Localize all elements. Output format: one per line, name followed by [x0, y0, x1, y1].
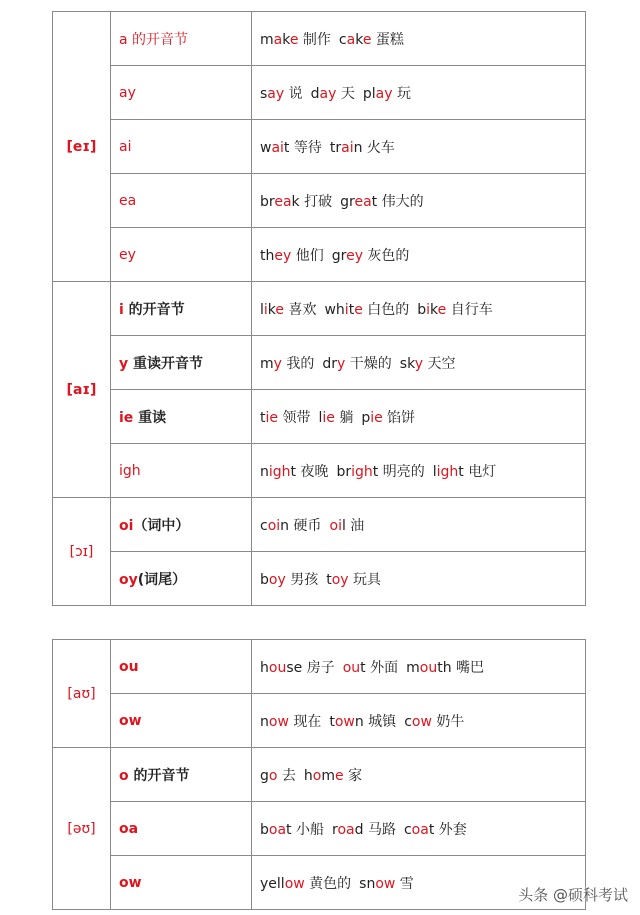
example-word: [260, 356, 314, 372]
example-word: [260, 248, 324, 264]
word-fragment: n: [354, 713, 364, 730]
word-fragment: igh: [436, 463, 459, 480]
spelling-fragment: 重读: [133, 409, 167, 426]
word-fragment: oa: [337, 821, 355, 838]
word-fragment: k: [291, 193, 300, 210]
word-fragment: 天空: [423, 355, 456, 372]
word-fragment: t: [260, 409, 266, 426]
word-fragment: e: [275, 301, 285, 318]
word-fragment: 他们: [291, 247, 324, 264]
word-fragment: e: [362, 31, 372, 48]
word-fragment: w: [260, 139, 272, 156]
word-fragment: pl: [362, 85, 376, 102]
example-word: [329, 714, 396, 730]
word-fragment: ow: [284, 875, 305, 892]
example-words: [252, 12, 586, 66]
example-word: [260, 876, 351, 892]
example-word: [433, 464, 497, 480]
word-fragment: k: [282, 31, 290, 48]
example-word: [260, 302, 316, 318]
word-fragment: k: [267, 301, 276, 318]
spelling-pattern: ay: [111, 66, 252, 120]
phonetic-symbol: [ɔɪ]: [53, 498, 111, 606]
word-fragment: 家: [343, 767, 363, 784]
word-fragment: 等待: [289, 139, 322, 156]
example-word: [340, 194, 424, 210]
spelling-pattern: ey: [111, 228, 252, 282]
word-fragment: th: [260, 247, 275, 264]
example-words: [252, 174, 586, 228]
word-fragment: b: [260, 571, 269, 588]
table-row: [53, 552, 586, 606]
word-fragment: t: [290, 463, 297, 480]
example-word: [359, 876, 414, 892]
word-fragment: 我的: [281, 355, 315, 372]
word-fragment: t: [329, 713, 335, 730]
example-word: [339, 32, 404, 48]
word-fragment: m: [406, 659, 420, 676]
word-fragment: i: [344, 301, 349, 318]
word-fragment: tr: [329, 139, 342, 156]
word-fragment: 火车: [362, 139, 395, 156]
example-word: [260, 86, 303, 102]
table-row: [53, 856, 586, 910]
example-word: [361, 410, 415, 426]
example-word: [318, 410, 353, 426]
word-fragment: a: [346, 31, 356, 48]
word-fragment: 去: [277, 767, 296, 784]
word-fragment: e: [289, 31, 299, 48]
word-fragment: p: [361, 409, 371, 426]
word-fragment: l: [318, 409, 323, 426]
word-fragment: ai: [341, 139, 354, 156]
spelling-pattern: [111, 282, 252, 336]
word-fragment: ie: [370, 409, 383, 426]
word-fragment: dr: [322, 355, 338, 372]
spelling-pattern: [111, 390, 252, 444]
word-fragment: ou: [268, 659, 287, 676]
word-fragment: y: [337, 355, 346, 372]
spelling-fragment: ie: [119, 409, 134, 426]
phonetic-symbol: [aʊ]: [53, 640, 111, 748]
word-fragment: 制作: [298, 31, 331, 48]
example-word: [404, 714, 464, 730]
table-row: [53, 228, 586, 282]
spelling-pattern: [111, 552, 252, 606]
word-fragment: m: [260, 355, 274, 372]
example-words: [252, 120, 586, 174]
word-fragment: t: [372, 463, 379, 480]
example-words: [252, 694, 586, 748]
word-fragment: oi: [267, 517, 281, 534]
word-fragment: 蛋糕: [371, 31, 404, 48]
spelling-pattern: ai: [111, 120, 252, 174]
table-row: [53, 174, 586, 228]
word-fragment: 玩: [392, 85, 411, 102]
word-fragment: t: [360, 659, 366, 676]
word-fragment: yell: [260, 875, 285, 892]
example-word: [260, 140, 322, 156]
word-fragment: t: [458, 463, 464, 480]
example-word: [326, 572, 381, 588]
word-fragment: g: [260, 767, 269, 784]
word-fragment: b: [260, 821, 269, 838]
word-fragment: se: [286, 659, 303, 676]
example-word: [330, 518, 365, 534]
word-fragment: ou: [342, 659, 361, 676]
word-fragment: ay: [267, 85, 285, 102]
example-word: [322, 356, 391, 372]
spelling-pattern: a 的开音节: [111, 12, 252, 66]
example-word: [404, 822, 467, 838]
table-row: [53, 802, 586, 856]
word-fragment: 玩具: [348, 571, 382, 588]
table-row: [53, 12, 586, 66]
word-fragment: 嘴巴: [451, 659, 485, 676]
spelling-pattern: ow: [111, 694, 252, 748]
spelling-pattern: [111, 748, 252, 802]
example-word: [260, 660, 335, 676]
example-words: [252, 282, 586, 336]
word-fragment: ow: [268, 713, 289, 730]
word-fragment: ea: [274, 193, 292, 210]
spelling-fragment: o: [119, 767, 129, 784]
word-fragment: t: [326, 571, 332, 588]
word-fragment: oi: [329, 517, 342, 534]
word-fragment: 电灯: [463, 463, 497, 480]
word-fragment: 领带: [278, 409, 311, 426]
word-fragment: i: [263, 301, 268, 318]
example-word: [260, 768, 296, 784]
word-fragment: h: [260, 659, 269, 676]
phonetic-symbol: [eɪ]: [53, 12, 111, 282]
table-row: [53, 444, 586, 498]
spelling-fragment: y: [119, 355, 129, 372]
table-row: [53, 748, 586, 802]
word-fragment: oa: [268, 821, 287, 838]
spelling-pattern: oa: [111, 802, 252, 856]
word-fragment: r: [332, 821, 338, 838]
spelling-pattern: ou: [111, 640, 252, 694]
word-fragment: 硬币: [289, 517, 322, 534]
example-word: [260, 572, 318, 588]
example-word: [332, 248, 410, 264]
example-word: [417, 302, 492, 318]
example-words: [252, 66, 586, 120]
word-fragment: ai: [271, 139, 284, 156]
word-fragment: gr: [340, 193, 355, 210]
table-row: [53, 66, 586, 120]
word-fragment: ie: [265, 409, 279, 426]
word-fragment: 馅饼: [382, 409, 416, 426]
word-fragment: n: [353, 139, 363, 156]
word-fragment: c: [260, 517, 268, 534]
word-fragment: t: [428, 821, 435, 838]
word-fragment: ay: [319, 85, 337, 102]
word-fragment: ie: [322, 409, 335, 426]
word-fragment: 伟大的: [377, 193, 424, 210]
word-fragment: l: [341, 517, 346, 534]
example-word: [311, 86, 355, 102]
word-fragment: o: [312, 767, 322, 784]
spelling-pattern: ow: [111, 856, 252, 910]
example-word: [400, 356, 456, 372]
word-fragment: d: [354, 821, 364, 838]
word-fragment: oy: [268, 571, 286, 588]
word-fragment: e: [354, 301, 363, 318]
word-fragment: ow: [411, 713, 432, 730]
word-fragment: 房子: [302, 659, 335, 676]
word-fragment: m: [260, 31, 274, 48]
word-fragment: 天: [336, 85, 355, 102]
word-fragment: 黄色的: [304, 875, 352, 892]
spelling-fragment: 的开音节: [128, 767, 190, 784]
word-fragment: e: [437, 301, 447, 318]
word-fragment: th: [437, 659, 452, 676]
spelling-fragment: （词中）: [133, 517, 190, 534]
spelling-pattern: [111, 336, 252, 390]
example-word: [336, 464, 424, 480]
word-fragment: ey: [346, 247, 363, 264]
word-fragment: 油: [345, 517, 365, 534]
word-fragment: y: [273, 355, 282, 372]
word-fragment: n: [280, 517, 290, 534]
word-fragment: 打破: [299, 193, 333, 210]
example-words: [252, 552, 586, 606]
word-fragment: y: [414, 355, 423, 372]
word-fragment: t: [283, 139, 290, 156]
word-fragment: ey: [274, 247, 292, 264]
word-fragment: oa: [411, 821, 429, 838]
phonetic-symbol: [aɪ]: [53, 282, 111, 498]
word-fragment: 说: [284, 85, 303, 102]
example-word: [260, 822, 324, 838]
spelling-fragment: oi: [119, 517, 134, 534]
word-fragment: t: [286, 821, 292, 838]
table-row: [53, 694, 586, 748]
word-fragment: br: [336, 463, 352, 480]
word-fragment: 城镇: [363, 713, 397, 730]
word-fragment: 现在: [288, 713, 322, 730]
word-fragment: k: [355, 31, 363, 48]
word-fragment: 灰色的: [362, 247, 410, 264]
example-word: [260, 410, 310, 426]
word-fragment: 干燥的: [345, 355, 392, 372]
word-fragment: l: [260, 301, 264, 318]
word-fragment: 明亮的: [378, 463, 425, 480]
example-words: [252, 228, 586, 282]
example-word: [260, 714, 321, 730]
table-row: [53, 120, 586, 174]
word-fragment: 白色的: [362, 301, 410, 318]
word-fragment: 小船: [291, 821, 324, 838]
word-fragment: c: [404, 713, 412, 730]
example-words: [252, 640, 586, 694]
word-fragment: 男孩: [285, 571, 319, 588]
spelling-pattern: ea: [111, 174, 252, 228]
word-fragment: e: [335, 767, 344, 784]
example-words: [252, 498, 586, 552]
word-fragment: 外套: [434, 821, 467, 838]
word-fragment: ea: [354, 193, 372, 210]
word-fragment: a: [273, 31, 283, 48]
table-row: [53, 640, 586, 694]
word-fragment: igh: [351, 463, 373, 480]
word-fragment: h: [303, 767, 313, 784]
phonics-table-2: [52, 639, 586, 910]
word-fragment: sn: [359, 875, 376, 892]
example-word: [363, 86, 411, 102]
word-fragment: ay: [375, 85, 393, 102]
word-fragment: 外面: [365, 659, 399, 676]
word-fragment: m: [321, 767, 336, 784]
example-word: [324, 302, 409, 318]
word-fragment: c: [338, 31, 347, 48]
example-word: [330, 140, 395, 156]
word-fragment: 雪: [395, 875, 414, 892]
table-row: [53, 498, 586, 552]
word-fragment: k: [430, 301, 438, 318]
word-fragment: d: [310, 85, 320, 102]
table-row: [53, 282, 586, 336]
example-word: [260, 464, 328, 480]
table-row: [53, 390, 586, 444]
spelling-pattern: [111, 498, 252, 552]
spelling-fragment: oy: [119, 571, 138, 588]
example-words: [252, 336, 586, 390]
spelling-fragment: i: [119, 301, 124, 318]
example-word: [343, 660, 398, 676]
word-fragment: t: [348, 301, 355, 318]
word-fragment: oy: [331, 571, 349, 588]
word-fragment: wh: [324, 301, 345, 318]
example-words: [252, 802, 586, 856]
word-fragment: s: [260, 85, 268, 102]
example-word: [406, 660, 484, 676]
word-fragment: 奶牛: [431, 713, 465, 730]
example-words: [252, 444, 586, 498]
example-word: [332, 822, 396, 838]
spelling-fragment: (词尾）: [137, 571, 187, 588]
word-fragment: sk: [399, 355, 415, 372]
phonetic-symbol: [əʊ]: [53, 748, 111, 910]
spelling-pattern: igh: [111, 444, 252, 498]
word-fragment: n: [260, 463, 269, 480]
example-words: [252, 748, 586, 802]
word-fragment: l: [432, 463, 437, 480]
example-word: [260, 32, 331, 48]
word-fragment: 马路: [363, 821, 396, 838]
example-word: [304, 768, 362, 784]
word-fragment: igh: [268, 463, 291, 480]
word-fragment: 夜晚: [296, 463, 329, 480]
word-fragment: i: [426, 301, 431, 318]
word-fragment: 自行车: [446, 301, 493, 318]
example-word: [260, 194, 332, 210]
watermark: 头条 @硕科考试: [518, 886, 628, 904]
word-fragment: n: [260, 713, 269, 730]
table-row: [53, 336, 586, 390]
example-words: [252, 390, 586, 444]
word-fragment: 喜欢: [284, 301, 317, 318]
word-fragment: ow: [375, 875, 396, 892]
word-fragment: gr: [331, 247, 347, 264]
word-fragment: 躺: [334, 409, 354, 426]
word-fragment: br: [260, 193, 275, 210]
spelling-fragment: 的开音节: [123, 301, 185, 318]
word-fragment: t: [371, 193, 378, 210]
word-fragment: ou: [419, 659, 438, 676]
word-fragment: o: [268, 767, 278, 784]
phonics-table-1: [52, 11, 586, 606]
spelling-fragment: 重读开音节: [128, 355, 204, 372]
word-fragment: b: [417, 301, 427, 318]
word-fragment: c: [403, 821, 412, 838]
example-word: [260, 518, 322, 534]
word-fragment: ow: [334, 713, 355, 730]
